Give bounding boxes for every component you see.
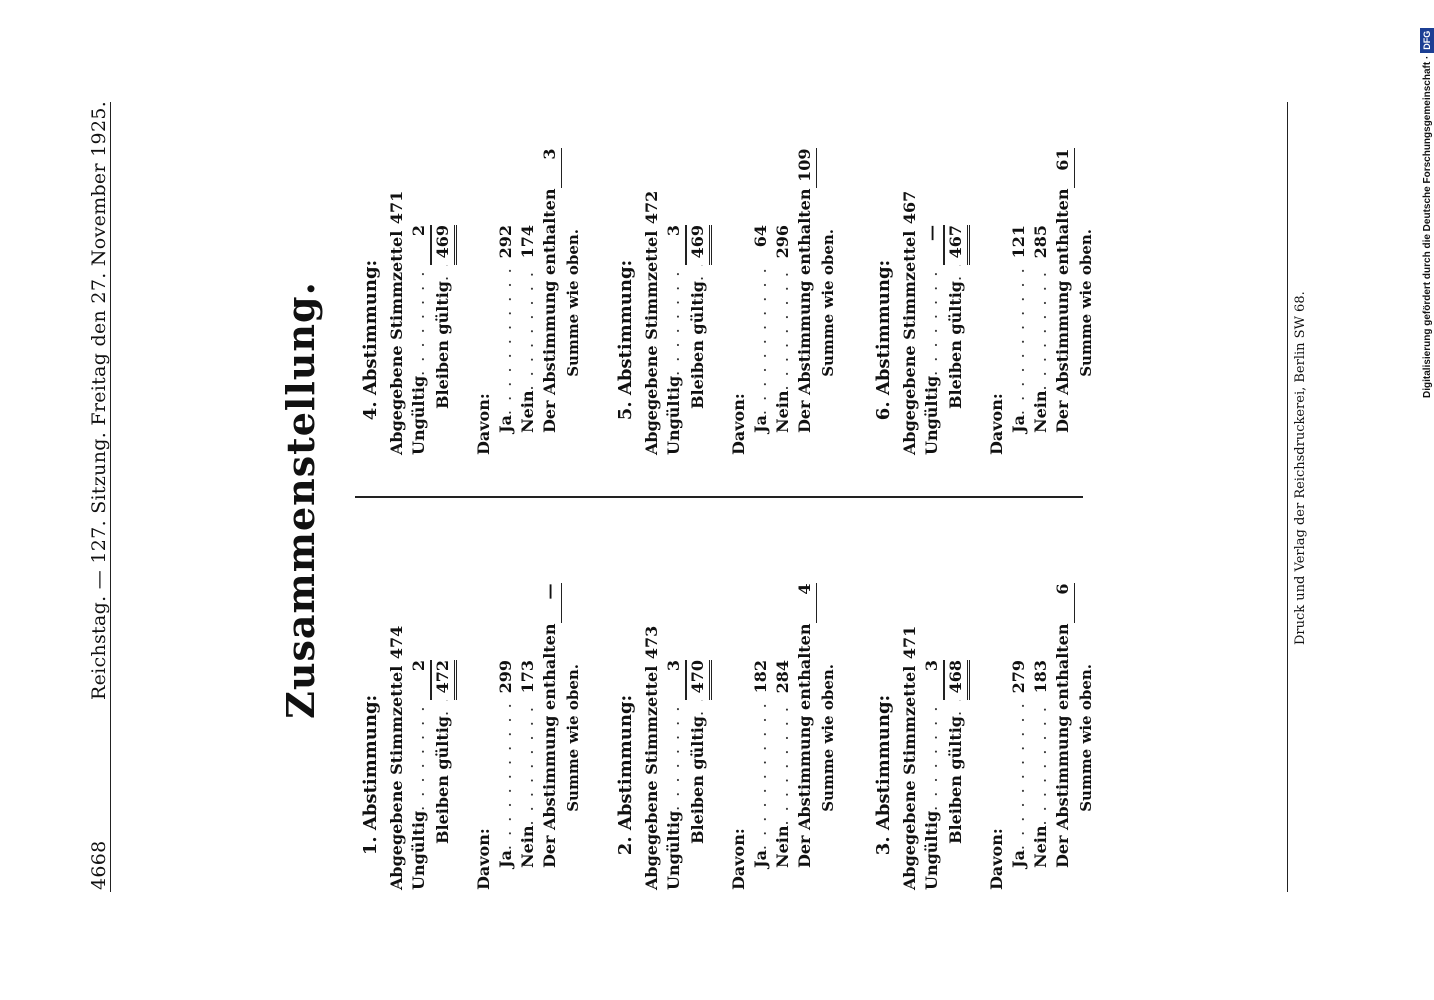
no-label: Nein <box>518 390 537 433</box>
header-rule <box>110 102 111 892</box>
vote-title: 2. Abstimmung: <box>615 694 636 856</box>
of-which-label: Davon: <box>987 393 1006 455</box>
valid-label: Bleiben gültig <box>946 281 965 409</box>
no-label: Nein <box>773 825 792 868</box>
leader-dots <box>687 265 709 281</box>
of-which-label: Davon: <box>729 393 748 455</box>
submitted-value: 467 <box>900 190 919 225</box>
leader-dots <box>408 265 430 376</box>
funding-text: Digitalisierung gefördert durch die Deutsche Forschungsgemeinschaft · <box>1422 55 1433 398</box>
abstain-label: Der Abstimmung enthalten <box>795 623 814 868</box>
abstain-row <box>1052 583 1075 890</box>
abstain-row <box>794 148 817 455</box>
submitted-label: Abgegebene Stimmzettel <box>900 230 919 455</box>
funding-note <box>1420 8 1434 398</box>
valid-value: 469 <box>431 225 457 265</box>
vote-block <box>873 583 1097 890</box>
yes-value: 279 <box>1009 660 1028 694</box>
abstain-row <box>539 583 562 890</box>
submitted-label: Abgegebene Stimmzettel <box>642 665 661 890</box>
vote-block <box>360 148 584 455</box>
leader-dots <box>408 700 430 811</box>
submitted-label: Abgegebene Stimmzettel <box>387 665 406 890</box>
yes-row <box>1008 225 1030 455</box>
invalid-row <box>663 660 686 890</box>
leader-dots <box>1008 700 1030 850</box>
abstain-value: 4 <box>794 584 817 624</box>
no-value: 284 <box>773 660 792 694</box>
page-number: 4668 <box>88 840 110 890</box>
invalid-row <box>408 225 431 455</box>
invalid-value: — <box>921 225 944 265</box>
of-which-label: Davon: <box>987 828 1006 890</box>
submitted-value: 472 <box>642 190 661 225</box>
yes-label: Ja <box>496 415 515 433</box>
invalid-row <box>921 660 944 890</box>
abstain-label: Der Abstimmung enthalten <box>1053 623 1072 868</box>
running-title: Reichstag. — 127. Sitzung. Freitag den 27. November 1925. <box>88 100 110 700</box>
submitted-row <box>899 190 921 455</box>
leader-dots <box>663 700 685 811</box>
abstain-label: Der Abstimmung enthalten <box>540 623 559 868</box>
vote-title: 6. Abstimmung: <box>873 259 894 421</box>
submitted-row <box>641 190 663 455</box>
vote-block <box>873 148 1097 455</box>
valid-row <box>944 660 970 890</box>
sum-note: Summe wie oben. <box>564 664 582 812</box>
valid-row <box>686 660 712 890</box>
no-value: 173 <box>518 660 537 694</box>
page-title: Zusammenstellung. <box>278 281 323 719</box>
yes-value: 182 <box>751 660 770 694</box>
abstain-label: Der Abstimmung enthalten <box>795 188 814 433</box>
abstain-row <box>539 148 562 455</box>
vote-title: 5. Abstimmung: <box>615 259 636 421</box>
leader-dots <box>517 265 539 390</box>
valid-value: 468 <box>944 660 970 700</box>
leader-dots <box>772 265 794 390</box>
submitted-value: 474 <box>387 625 406 660</box>
leader-dots <box>517 700 539 825</box>
valid-value: 472 <box>431 660 457 700</box>
no-value: 174 <box>518 225 537 259</box>
no-row <box>1030 660 1052 890</box>
invalid-value: 3 <box>663 225 686 265</box>
no-value: 285 <box>1031 225 1050 259</box>
yes-value: 292 <box>496 225 515 259</box>
no-value: 296 <box>773 225 792 259</box>
sum-note: Summe wie oben. <box>1077 664 1095 812</box>
vote-block <box>615 583 839 890</box>
invalid-label: Ungültig <box>664 375 683 455</box>
valid-label: Bleiben gültig <box>433 281 452 409</box>
valid-label: Bleiben gültig <box>688 281 707 409</box>
submitted-value: 473 <box>642 625 661 660</box>
no-row <box>772 225 794 455</box>
of-which-label: Davon: <box>474 828 493 890</box>
abstain-label: Der Abstimmung enthalten <box>540 188 559 433</box>
yes-value: 299 <box>496 660 515 694</box>
vote-title: 1. Abstimmung: <box>360 694 381 856</box>
valid-row <box>431 660 457 890</box>
sum-note: Summe wie oben. <box>819 664 837 812</box>
leader-dots <box>663 265 685 376</box>
vote-block <box>615 148 839 455</box>
no-row <box>517 225 539 455</box>
of-which-label: Davon: <box>474 393 493 455</box>
invalid-row <box>921 225 944 455</box>
invalid-label: Ungültig <box>409 810 428 890</box>
abstain-value: 61 <box>1052 149 1075 189</box>
yes-label: Ja <box>751 850 770 868</box>
invalid-value: 2 <box>408 660 431 700</box>
leader-dots <box>495 265 517 415</box>
no-row <box>517 660 539 890</box>
invalid-label: Ungültig <box>409 375 428 455</box>
abstain-value: — <box>539 584 562 624</box>
submitted-label: Abgegebene Stimmzettel <box>387 230 406 455</box>
no-value: 183 <box>1031 660 1050 694</box>
submitted-value: 471 <box>900 625 919 660</box>
yes-label: Ja <box>496 850 515 868</box>
invalid-value: 3 <box>663 660 686 700</box>
invalid-label: Ungültig <box>922 810 941 890</box>
sum-note: Summe wie oben. <box>564 229 582 377</box>
invalid-row <box>408 660 431 890</box>
submitted-row <box>899 625 921 890</box>
abstain-value: 109 <box>794 149 817 189</box>
leader-dots <box>772 700 794 825</box>
no-row <box>772 660 794 890</box>
imprint: Druck und Verlag der Reichsdruckerei, Berlin SW 68. <box>1293 291 1308 645</box>
submitted-row <box>386 625 408 890</box>
leader-dots <box>945 700 967 716</box>
valid-label: Bleiben gültig <box>946 716 965 844</box>
leader-dots <box>750 700 772 850</box>
valid-value: 469 <box>686 225 712 265</box>
valid-row <box>686 225 712 455</box>
leader-dots <box>687 700 709 716</box>
yes-value: 64 <box>751 225 770 248</box>
submitted-label: Abgegebene Stimmzettel <box>642 230 661 455</box>
no-label: Nein <box>1031 390 1050 433</box>
abstain-value: 6 <box>1052 584 1075 624</box>
invalid-label: Ungültig <box>922 375 941 455</box>
leader-dots <box>750 265 772 415</box>
no-label: Nein <box>1031 825 1050 868</box>
yes-row <box>495 660 517 890</box>
valid-value: 470 <box>686 660 712 700</box>
leader-dots <box>921 700 943 811</box>
vote-title: 4. Abstimmung: <box>360 259 381 421</box>
valid-row <box>944 225 970 455</box>
submitted-row <box>386 190 408 455</box>
valid-value: 467 <box>944 225 970 265</box>
no-row <box>1030 225 1052 455</box>
yes-label: Ja <box>751 415 770 433</box>
leader-dots <box>945 265 967 281</box>
footer-rule <box>1287 102 1288 892</box>
leader-dots <box>1008 265 1030 415</box>
valid-label: Bleiben gültig <box>433 716 452 844</box>
no-label: Nein <box>773 390 792 433</box>
leader-dots <box>1030 700 1052 825</box>
yes-label: Ja <box>1009 850 1028 868</box>
invalid-value: 2 <box>408 225 431 265</box>
of-which-label: Davon: <box>729 828 748 890</box>
yes-row <box>495 225 517 455</box>
invalid-row <box>663 225 686 455</box>
abstain-row <box>1052 148 1075 455</box>
dfg-logo: DFG <box>1420 28 1434 53</box>
invalid-label: Ungültig <box>664 810 683 890</box>
invalid-value: 3 <box>921 660 944 700</box>
yes-row <box>1008 660 1030 890</box>
valid-row <box>431 225 457 455</box>
vote-title: 3. Abstimmung: <box>873 694 894 856</box>
yes-value: 121 <box>1009 225 1028 259</box>
leader-dots <box>432 265 454 281</box>
yes-label: Ja <box>1009 415 1028 433</box>
leader-dots <box>921 265 943 376</box>
leader-dots <box>495 700 517 850</box>
no-label: Nein <box>518 825 537 868</box>
leader-dots <box>432 700 454 716</box>
submitted-row <box>641 625 663 890</box>
vote-block <box>360 583 584 890</box>
abstain-label: Der Abstimmung enthalten <box>1053 188 1072 433</box>
sum-note: Summe wie oben. <box>1077 229 1095 377</box>
submitted-label: Abgegebene Stimmzettel <box>900 665 919 890</box>
submitted-value: 471 <box>387 190 406 225</box>
yes-row <box>750 225 772 455</box>
valid-label: Bleiben gültig <box>688 716 707 844</box>
sum-note: Summe wie oben. <box>819 229 837 377</box>
column-divider <box>355 496 1083 498</box>
abstain-row <box>794 583 817 890</box>
leader-dots <box>1030 265 1052 390</box>
abstain-value: 3 <box>539 149 562 189</box>
yes-row <box>750 660 772 890</box>
